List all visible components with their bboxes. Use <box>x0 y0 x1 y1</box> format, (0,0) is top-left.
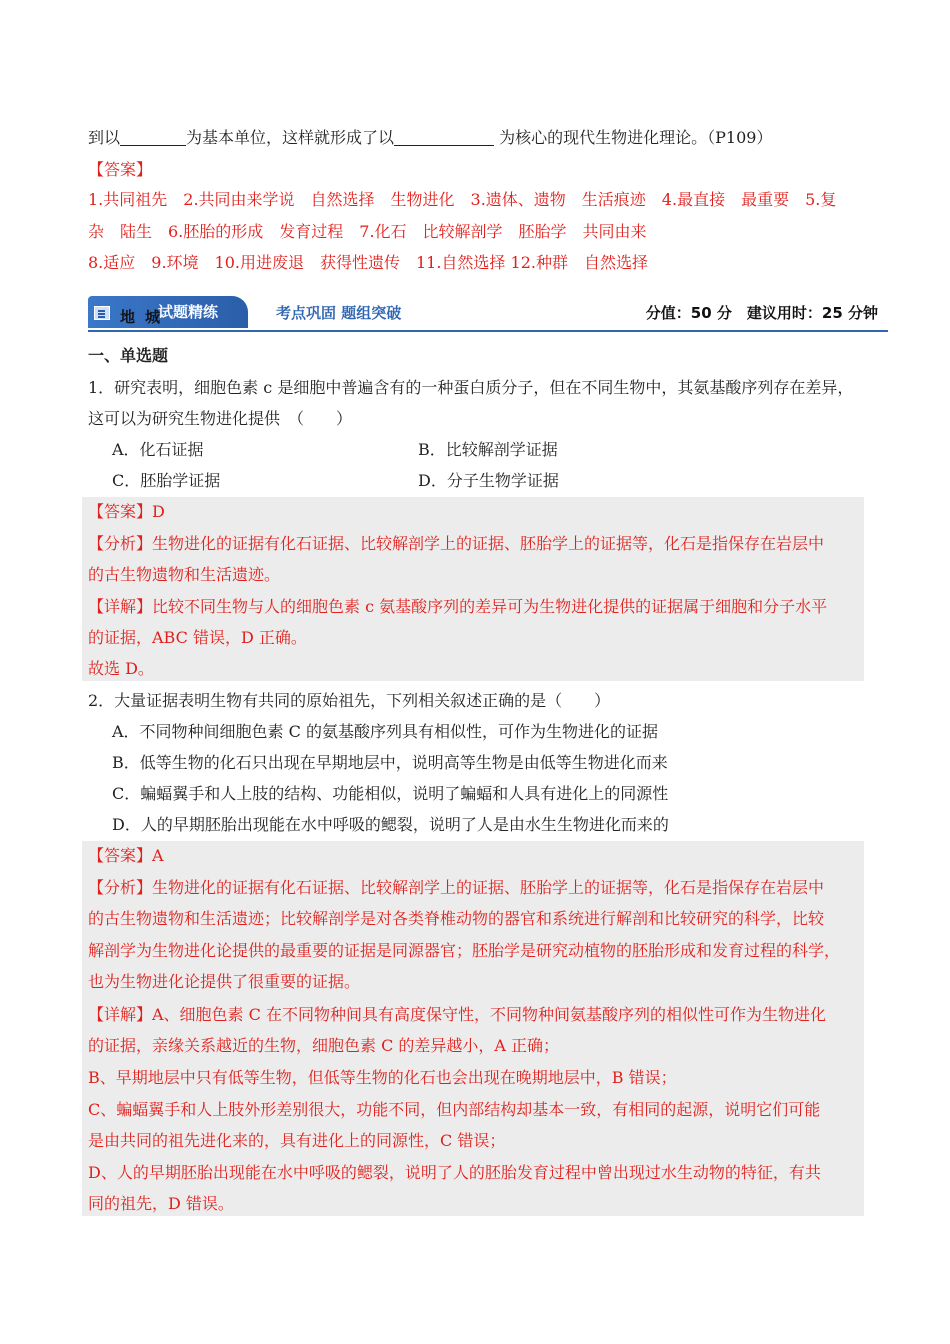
q2-detail-line-5: 是由共同的祖先进化来的，具有进化上的同源性，C 错误； <box>88 1131 506 1150</box>
section-title: 一、单选题 <box>88 346 169 365</box>
q1-analysis-line-1: 【分析】生物进化的证据有化石证据、比较解剖学上的证据、胚胎学上的证据等，化石是指保存在岩层中 <box>88 534 825 553</box>
q2-detail-line-7: 同的祖先，D 错误。 <box>88 1194 234 1213</box>
blank-2[interactable] <box>394 129 494 146</box>
q2-option-d[interactable]: D．人的早期胚胎出现能在水中呼吸的鳃裂，说明了人是由水生生物进化而来的 <box>112 815 669 834</box>
q1-analysis-line-2: 的古生物遗物和生活遗迹。 <box>88 565 281 584</box>
q1-detail-line-2: 的证据，ABC 错误，D 正确。 <box>88 628 307 647</box>
q1-option-b[interactable]: B．比较解剖学证据 <box>418 440 558 459</box>
q1-option-d[interactable]: D．分子生物学证据 <box>418 471 559 490</box>
answer-line-1: 1.共同祖先 2.共同由来学说 自然选择 生物进化 3.遗体、遗物 生活痕迹 4.最直接 最重要 5.复 <box>88 190 837 209</box>
answer-line-2: 杂 陆生 6.胚胎的形成 发育过程 7.化石 比较解剖学 胚胎学 共同由来 <box>88 222 647 241</box>
q1-solution-box <box>82 497 864 681</box>
banner-tab-label: 试题精练 <box>158 303 219 321</box>
banner-underline <box>88 330 888 332</box>
answer-line-3: 8.适应 9.环境 10.用进废退 获得性遗传 11.自然选择 12.种群 自然选择 <box>88 253 648 272</box>
q2-detail-line-1: 【详解】A、细胞色素 C 在不同物种间具有高度保守性，不同物种间氨基酸序列的相似性可作为生物进化 <box>88 1005 826 1024</box>
fill-text-b: 为基本单位，这样就形成了以 <box>186 128 395 147</box>
q1-stem-line-2: 这可以为研究生物进化提供 （ ） <box>88 409 353 428</box>
list-icon <box>94 306 110 320</box>
q2-detail-line-6: D、人的早期胚胎出现能在水中呼吸的鳃裂，说明了人的胚胎发育过程中曾出现过水生动物的特征，有共 <box>88 1163 821 1182</box>
q2-analysis-line-3: 解剖学为生物进化论提供的最重要的证据是同源器官；胚胎学是研究动植物的胚胎形成和发育过程的科学， <box>88 941 841 960</box>
q1-detail-line-1: 【详解】比较不同生物与人的细胞色素 c 氨基酸序列的差异可为生物进化提供的证据属于细胞和分子水平 <box>88 597 828 616</box>
q1-conclusion: 故选 D。 <box>88 659 154 678</box>
q2-option-c[interactable]: C．蝙蝠翼手和人上肢的结构、功能相似，说明了蝙蝠和人具有进化上的同源性 <box>112 784 669 803</box>
banner-subtitle: 考点巩固 题组突破 <box>276 304 402 322</box>
q2-detail-line-3: B、早期地层中只有低等生物，但低等生物的化石也会出现在晚期地层中，B 错误； <box>88 1068 677 1087</box>
answer-tag: 【答案】 <box>88 160 153 179</box>
q2-detail-line-4: C、蝙蝠翼手和人上肢外形差别很大，功能不同，但内部结构却基本一致，有相同的起源，说明它们可能 <box>88 1100 821 1119</box>
q1-answer: 【答案】D <box>88 502 165 521</box>
banner-overlay-text: 地城 <box>120 308 171 326</box>
banner-score: 分值：50 分 建议用时：25 分钟 <box>645 304 878 322</box>
fill-text-a: 到以 <box>88 128 121 147</box>
fill-text-c: 为核心的现代生物进化理论。（P109） <box>494 128 773 147</box>
q2-option-a[interactable]: A．不同物种间细胞色素 C 的氨基酸序列具有相似性，可作为生物进化的证据 <box>112 722 658 741</box>
q2-detail-line-2: 的证据，亲缘关系越近的生物，细胞色素 C 的差异越小，A 正确； <box>88 1036 560 1055</box>
q2-option-b[interactable]: B．低等生物的化石只出现在早期地层中，说明高等生物是由低等生物进化而来 <box>112 753 668 772</box>
fill-in-sentence <box>88 128 772 148</box>
blank-1[interactable] <box>120 129 186 146</box>
q1-option-a[interactable]: A．化石证据 <box>112 440 204 459</box>
q2-answer: 【答案】A <box>88 846 164 865</box>
q1-stem-line-1: 1．研究表明，细胞色素 c 是细胞中普遍含有的一种蛋白质分子，但在不同生物中，其氨基酸序列存在差异， <box>88 378 854 397</box>
q1-option-c[interactable]: C．胚胎学证据 <box>112 471 221 490</box>
section-banner <box>88 296 878 332</box>
q2-analysis-line-4: 也为生物进化论提供了很重要的证据。 <box>88 972 361 991</box>
q2-analysis-line-2: 的古生物遗物和生活遗迹；比较解剖学是对各类脊椎动物的器官和系统进行解剖和比较研究的科学，比较 <box>88 909 825 928</box>
q2-analysis-line-1: 【分析】生物进化的证据有化石证据、比较解剖学上的证据、胚胎学上的证据等，化石是指保存在岩层中 <box>88 878 825 897</box>
q2-stem: 2．大量证据表明生物有共同的原始祖先，下列相关叙述正确的是（ ） <box>88 691 611 710</box>
